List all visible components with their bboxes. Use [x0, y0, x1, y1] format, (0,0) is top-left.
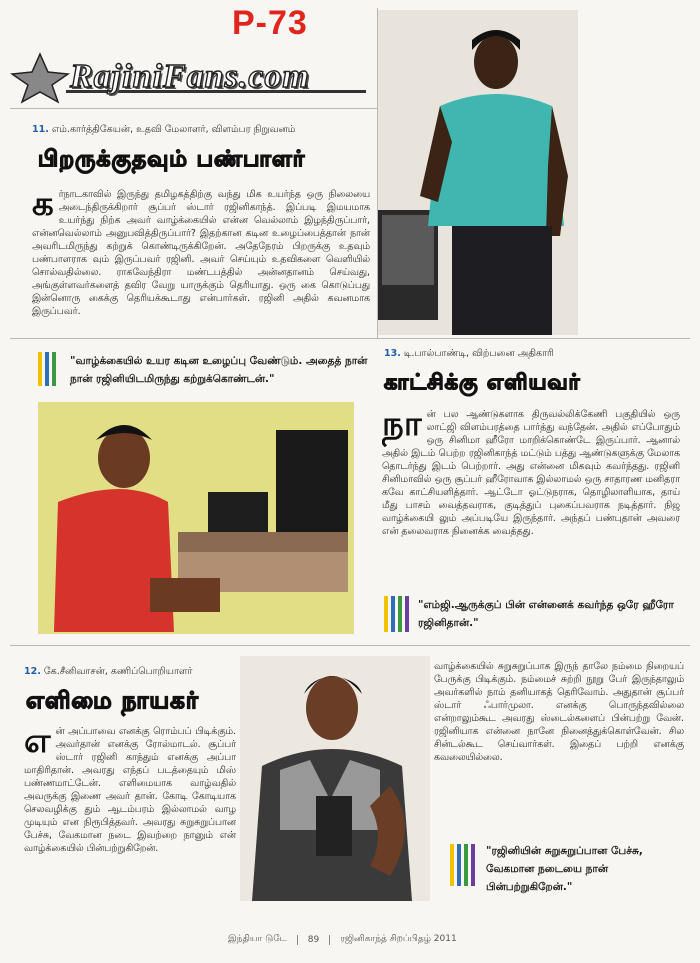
divider — [10, 645, 690, 646]
star-icon — [12, 54, 68, 102]
dropcap: நா — [382, 408, 422, 444]
photo-srinivasan — [240, 656, 430, 901]
photo-office-man — [38, 402, 354, 634]
divider — [10, 338, 690, 339]
footer-magazine: இந்தியா டுடே — [228, 934, 287, 944]
article-body-13: நான் பல ஆண்டுகளாக திருவல்லிக்கேணி பகுதியில் ஒரு லாட்ஜி விளம்பரத்தை பார்த்து வந்தேன். அதில் எப்போதும் ஒரு சினிமா ஹீரோ மாறிக்கொண்டே இருப்பார். ஆனால் அதில் இடம் பெற்ற ரஜினிகாந்த் மட்டும் பத்து ஆண்டுகளுக்கு மேலாக தொடர்ந்து இடம் பெற்றார். அது என்னை மிகவும் கவர்ந்தது. ரஜினி சினிமாவில் ஒரு சூப்பர் ஹீரோவாக இல்லாமல் ஒரு சாதாரண மனிதரா கவே காட்சியளித்தார். ஆட்டோ ஓட்டுநராக, தொழிலாளியாக, தாய் மீது பாசம் வைத்தவராக, குடித்துப் புகைப்பவராக நடித்தார். நிஜ வாழ்க்கையி லும் அப்படியே இருந்தார். அந்தப் பண்புதான் அவரை என் தலைவராக நினைக்க வைத்தது. — [382, 408, 680, 537]
photo-karthikeyan — [378, 10, 578, 335]
article-body-12: என் அப்பாவை எனக்கு ரொம்பப் பிடிக்கும். அவர்தான் எனக்கு ரோல்மாடல். சூப்பர் ஸ்டார் ரஜினி காந்தும் எனக்கு அப்பா மாதிரிதான். அவரது எந்தப் படத்தையும் மிஸ் பண்ணமாட்டேன். எளிமையாக வாழ்வதில் அவருக்கு இணை அவர் தான். கோடி கோடியாக செலவழிக்கு தும் ஆடம்பரம் இல்லாமல் வாழ முடியும் என நிரூபித்தவர். அவரது சுறுசுறுப்பான பேச்சு, வேகமான நடை இவற்றை நானும் என் வாழ்க்கையில் பின்பற்றுகிறேன். — [24, 725, 236, 854]
byline-13: 13. டி.பால்பாண்டி, விற்பனை அதிகாரி — [384, 348, 554, 359]
page-label: P-73 — [232, 4, 308, 42]
article-body-12-continued: வாழ்க்கையில் சுறுசுறுப்பாக இருந் தாலே நம்மை நிறையப் பேருக்கு பிடிக்கும். நம்மைச் சுற்றி நூறு பேர் இருந்தாலும் அவர்களில் நாம் தனியாகத் தெரிவோம். அதுதான் சூப்பர் ஸ்டார் ஃபார்முலா. எனக்கு பொருந்தவில்லை என்றாலும்கூட அவரது ஸ்டைல்களைப் பின்பற்று வேன். ரஜினியாக என்னை நானே நினைத்துக்கொள்வேன். சில சின்டல்கூட செய்வார்கள். இதைப் பற்றி எனக்கு கவலையில்லை. — [434, 661, 684, 763]
page-footer — [228, 934, 498, 945]
article-title-12: எளிமை நாயகர் — [26, 688, 199, 714]
pull-quote-13: "எம்ஜி.ஆருக்குப் பின் என்னைக் கவர்ந்த ஒரே ஹீரோ ரஜினிதான்." — [418, 599, 674, 629]
article-body-11: கர்நாடகாவில் இருந்து தமிழகத்திற்கு வந்து மிக உயர்ந்த ஒரு நிலையை அடைந்திருக்கிறார் சூப்பர் ஸ்டார் ரஜினிகாந்த். இப்படி இமயமாக உயர்ந்து நிற்க அவர் வாழ்க்கையில் என்ன வெல்லாம் இழந்திருப்பார், என்னவெல்லாம் அனுபவித்திருப்பார்? இதற்கான கடின உழைப்பைத்தான் நான் அவரிடமிருந்து கற்றுக் கொண்டிருக்கிறேன். அதேநேரம் பிறருக்கு உதவும் பண்பாளராக வும் இருப்பவர் ரஜினி. அவர் செய்யும் உதவிகளை வெளியில் சொல்வதில்லை. ராகவேந்திரா மண்டபத்தில் அன்னதானம் செய்வது, அங்குள்ளவர்களைத் தவிர வேறு யாருக்கும் தெரியாது. ஒரு கை கொடுப்பது இன்னொரு கைக்கு தெரியக்கூடாது என்பார்கள். ரஜினி அதில் கவனமாக இருப்பவர். — [32, 188, 370, 317]
footer-page-number: 89 — [307, 934, 320, 945]
pull-quote-11: "வாழ்க்கையில் உயர கடின உழைப்பு வேண்டும். அதைத் நான் நான் ரஜினியிடமிருந்து கற்றுக்கொண்டன்." — [70, 355, 368, 385]
article-title-11: பிறருக்குதவும் பண்பாளர் — [38, 147, 306, 172]
quote-bars — [384, 596, 409, 632]
byline-11: 11. எம்.கார்த்திகேயன், உதவி மேலாளர், விளம்பர நிறுவனம் — [32, 124, 296, 135]
divider — [10, 108, 378, 109]
article-title-13: காட்சிக்கு எளியவர் — [384, 370, 581, 394]
footer-issue: ரஜினிகாந்த் சிறப்பிதழ் 2011 — [340, 934, 457, 944]
dropcap: எ — [24, 725, 51, 761]
quote-bars — [38, 352, 56, 386]
dropcap: க — [32, 188, 54, 224]
byline-12: 12. கே.சீனிவாசன், கணிப்பொறியாளர் — [24, 666, 193, 677]
quote-bars — [450, 844, 475, 886]
pull-quote-12: "ரஜினியின் சுறுசுறுப்பான பேச்சு, வேகமான நடையை நான் பின்பற்றுகிறேன்." — [486, 845, 643, 893]
logo-text: RajiniFans.com — [70, 58, 310, 95]
